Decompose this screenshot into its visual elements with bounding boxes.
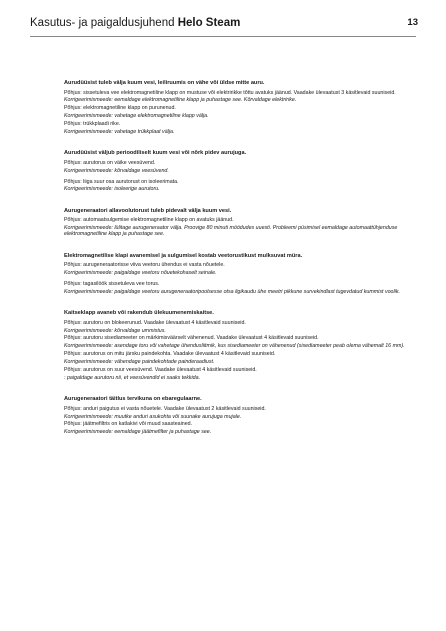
cause-line: Põhjus: aurutoru on blokeerunud. Vaadake ülevaatust 4 käsitlevaid suuniseid. — [64, 319, 246, 326]
header-title — [30, 17, 240, 29]
cause-text — [64, 217, 416, 223]
remedy-text — [64, 328, 416, 334]
remedy-line: Korrigeerimismeede: isoleerige aurutoru. — [64, 186, 160, 193]
cause-text — [64, 406, 416, 412]
remedy-text — [64, 186, 416, 192]
remedy-text — [64, 168, 416, 174]
remedy-line: Korrigeerimismeede: muutke anduri asukohta või suunake aurujuga mujale. — [64, 413, 242, 420]
remedy-line: Korrigeerimismeede: lülitage aurugeneraator välja. Proovige 80 minuti möödudes uuesti. Probleemi püsimisel eemaldage automaattühjenduse elektromagnetiline klapp ja puhastage see. — [64, 225, 398, 238]
remedy-text — [64, 343, 416, 349]
cause-text — [64, 335, 416, 341]
remedy-line: Korrigeerimismeede: vahetage trükkplaat välja. — [64, 128, 175, 135]
page-header — [30, 14, 418, 34]
cause-line: Põhjus: trükkplaadi rike. — [64, 121, 121, 128]
cause-line: Põhjus: automaatsulgemise elektromagnetiline klapp on avatuks jäänud. — [64, 217, 234, 224]
remedy-text — [64, 270, 416, 276]
section-title: Aurudüüsist tuleb välja kuum vesi, leiliruumis on vähe või üldse mitte auru. — [64, 80, 265, 86]
cause-line: Põhjus: aurugeneraatorisse viiva veetoru ühendus ei vasta nõuetele. — [64, 262, 225, 269]
remedy-text — [64, 225, 416, 238]
remedy-text — [64, 129, 416, 135]
remedy-line: Korrigeerimismeede: asendage toru või vahetage ühendusliitmik, kus sisediameeter on vähenenud (sisediameeter peab olema vähemalt 16 mm). — [64, 343, 405, 350]
header-title-prefix: Kasutus- ja paigaldusjuhend — [30, 17, 178, 29]
troubleshooting-section — [64, 310, 416, 381]
remedy-line: Korrigeerimismeede: paigaldage veetoru aurugeneraatoripoolsesse otsa ligikaudu ühe meetri pikkune survekindlast tugevdatud kummist voolik. — [64, 288, 400, 295]
remedy-line: Korrigeerimismeede: vahetage elektromagnetiline klapp välja. — [64, 113, 209, 120]
cause-text — [64, 160, 416, 166]
cause-line: Põhjus: tagasilöök sissetuleva vee torus. — [64, 280, 160, 287]
cause-text — [64, 421, 416, 427]
cause-line: Põhjus: aurutorus on suur veesüvend. Vaadake ülevaatust 4 käsitlevaid suuniseid. — [64, 367, 257, 374]
cause-line: Põhjus: jäätmefiltris on katlakivi või muud saasteained. — [64, 421, 193, 428]
cause-line: Põhjus: aurutoru sisediameeter on märkimisväärselt vähenenud. Vaadake ülevaatust 4 käsitlevaid suuniseid. — [64, 335, 319, 342]
troubleshooting-section — [64, 150, 416, 192]
cause-line: Põhjus: anduri paigutus ei vasta nõuetele. Vaadake ülevaatust 2 käsitlevaid suuniseid. — [64, 405, 266, 412]
cause-line: Põhjus: liiga suur osa aurutorust on isoleerimata. — [64, 178, 179, 185]
remedy-text — [64, 97, 416, 103]
troubleshooting-section — [64, 396, 416, 435]
remedy-line: Korrigeerimismeede: paigaldage veetoru nõuetekohaselt seinale. — [64, 270, 217, 277]
section-title: Aurugeneraatori allavoolutorust tuleb pidevalt välja kuum vesi. — [64, 207, 232, 214]
header-brand: Helo Steam — [177, 17, 241, 29]
section-title: Aurudüüsist väljub perioodiliselt kuum vesi või nõrk pidev aurujuga. — [64, 150, 247, 157]
cause-text — [64, 90, 416, 96]
cause-text — [64, 179, 416, 185]
remedy-line: : paigaldage aurutoru nii, et veesüvendid ei saaks tekkida. — [64, 374, 201, 381]
remedy-line: Korrigeerimismeede: eemaldage jäätmefilter ja puhastage see. — [64, 429, 212, 436]
remedy-text — [64, 289, 416, 295]
cause-line: Põhjus: aurutorus on väike veesüvend. — [64, 159, 156, 166]
cause-line: Põhjus: sissetuleva vee elektromagnetiline klapp on mustuse või elektririkke tõttu avatuks jäänud. Vaadake ülevaatust 3 käsitlevaid suuniseid. — [64, 89, 396, 96]
cause-line: Põhjus: aurutorus on mitu järsku paindekohta. Vaadake ülevaatust 4 käsitlevaid suuniseid. — [64, 351, 276, 358]
troubleshooting-section — [64, 253, 416, 295]
remedy-text — [64, 359, 416, 365]
header-divider — [30, 36, 416, 37]
remedy-line: Korrigeerimismeede: kõrvaldage ummistus. — [64, 327, 166, 334]
cause-text — [64, 262, 416, 268]
cause-line: Põhjus: elektromagnetiline klapp on purunenud. — [64, 105, 176, 112]
remedy-text — [64, 414, 416, 420]
remedy-text — [64, 429, 416, 435]
cause-text — [64, 351, 416, 357]
remedy-text — [64, 113, 416, 119]
section-title: Elektromagnetilise klapi avanemisel ja sulgumisel kostab veetorustikust mulksuvat müra. — [64, 252, 303, 259]
troubleshooting-section — [64, 208, 416, 238]
cause-text — [64, 320, 416, 326]
remedy-line: Korrigeerimismeede: kõrvaldage veesüvend. — [64, 167, 169, 174]
troubleshooting-section — [64, 80, 416, 135]
remedy-line: Korrigeerimismeede: eemaldage elektromagnetiline klapp ja puhastage see. Kõrvaldage elektririke. — [64, 97, 297, 104]
troubleshooting-content — [64, 80, 416, 451]
cause-text — [64, 281, 416, 287]
cause-text — [64, 367, 416, 373]
section-title: Aurugeneraatori täitlus tervikuna on ebaregulaarne. — [64, 396, 202, 403]
section-title: Kaitseklapp avaneb või rakendub ülekuumenemiskaitse. — [64, 310, 214, 317]
remedy-text — [64, 375, 416, 381]
cause-text — [64, 121, 416, 127]
page-number: 13 — [407, 17, 418, 28]
cause-text — [64, 105, 416, 111]
remedy-line: Korrigeerimismeede: vähendage paindekohtade painderaadiust. — [64, 359, 215, 366]
